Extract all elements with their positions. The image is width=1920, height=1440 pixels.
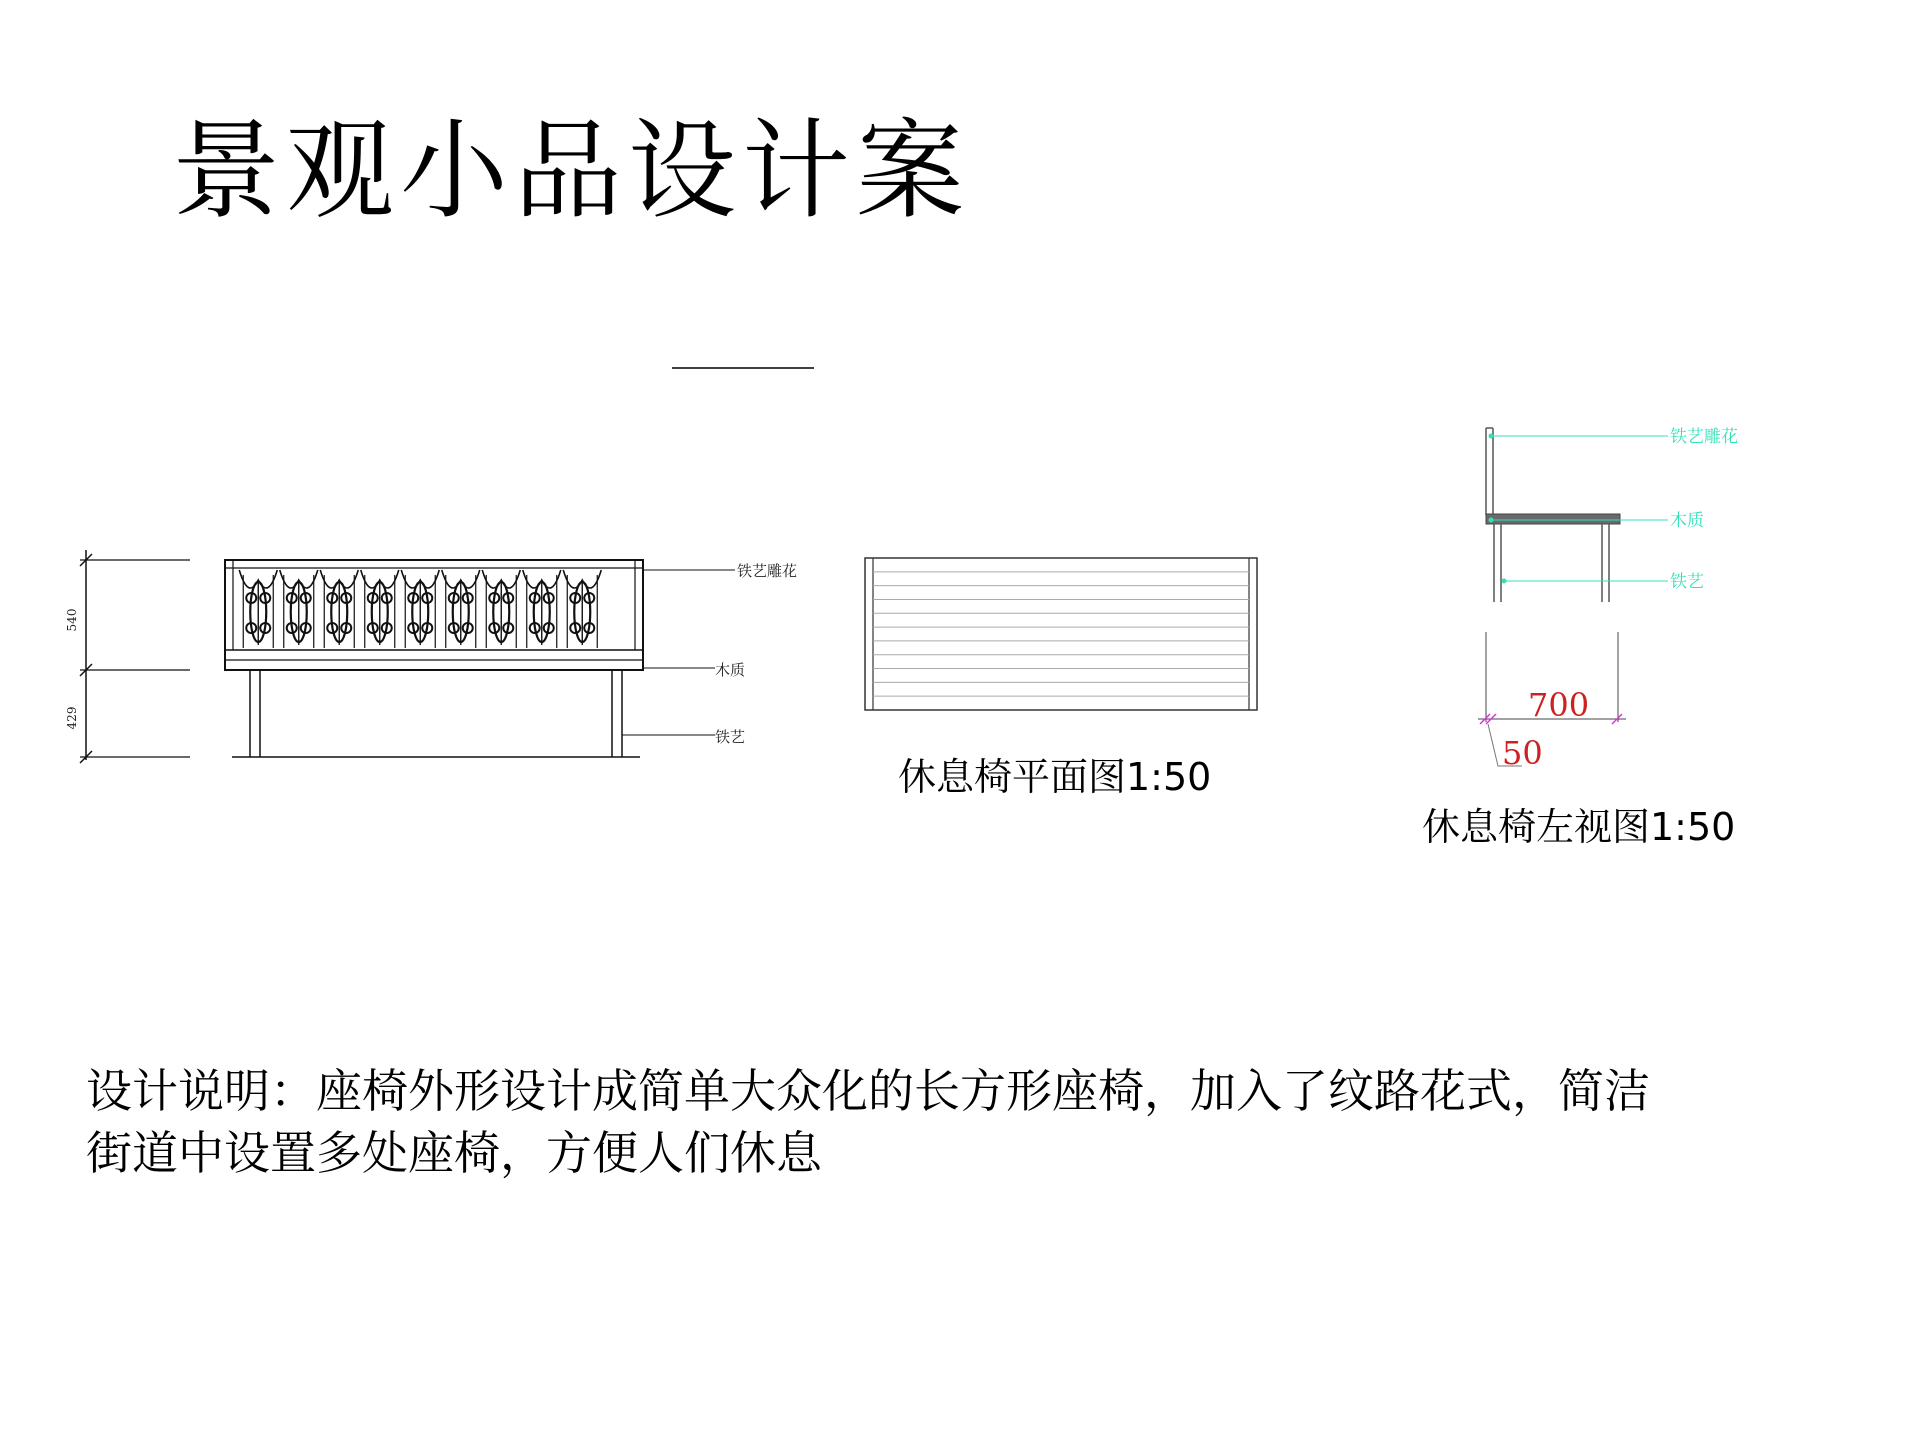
- iron-ornament-group: [239, 570, 601, 648]
- description-line-2: 街道中设置多处座椅，方便人们休息: [86, 1126, 822, 1180]
- iron-ornament-panel: [239, 570, 277, 648]
- backrest-frame: [225, 560, 643, 670]
- iron-ornament-panel: [320, 570, 358, 648]
- elev-label-iron: 铁艺: [715, 728, 746, 746]
- side-label-iron: 铁艺: [1670, 572, 1704, 592]
- iron-ornament-panel: [482, 570, 520, 648]
- iron-ornament-panel: [401, 570, 439, 648]
- elev-label-wood: 木质: [715, 661, 746, 679]
- iron-ornament-panel: [563, 570, 601, 648]
- plan-outline: [865, 558, 1257, 710]
- elev-dim-upper-label: 540: [65, 608, 79, 632]
- iron-ornament-panel: [361, 570, 399, 648]
- page-title: 景观小品设计案: [172, 109, 971, 234]
- bench-plan-drawing: [865, 558, 1257, 710]
- side-seat: [1486, 514, 1620, 524]
- plan-caption: 休息椅平面图1:50: [898, 755, 1212, 799]
- elev-dim-lower-label: 429: [65, 706, 79, 730]
- side-dim-width: 700: [1528, 686, 1590, 724]
- bench-elevation-drawing: [80, 550, 735, 763]
- plan-slat-group: [873, 572, 1249, 696]
- design-description: [86, 1060, 1866, 1184]
- side-label-iron-carving: 铁艺雕花: [1670, 427, 1738, 447]
- side-dim-offset: 50: [1502, 734, 1543, 772]
- description-line-1: 设计说明：座椅外形设计成简单大众化的长方形座椅，加入了纹路花式，简洁: [86, 1064, 1650, 1118]
- iron-ornament-panel: [280, 570, 318, 648]
- iron-ornament-panel: [523, 570, 561, 648]
- side-label-wood: 木质: [1670, 511, 1704, 531]
- elev-label-iron-carving: 铁艺雕花: [737, 562, 798, 580]
- iron-ornament-panel: [442, 570, 480, 648]
- side-caption: 休息椅左视图1:50: [1422, 805, 1736, 849]
